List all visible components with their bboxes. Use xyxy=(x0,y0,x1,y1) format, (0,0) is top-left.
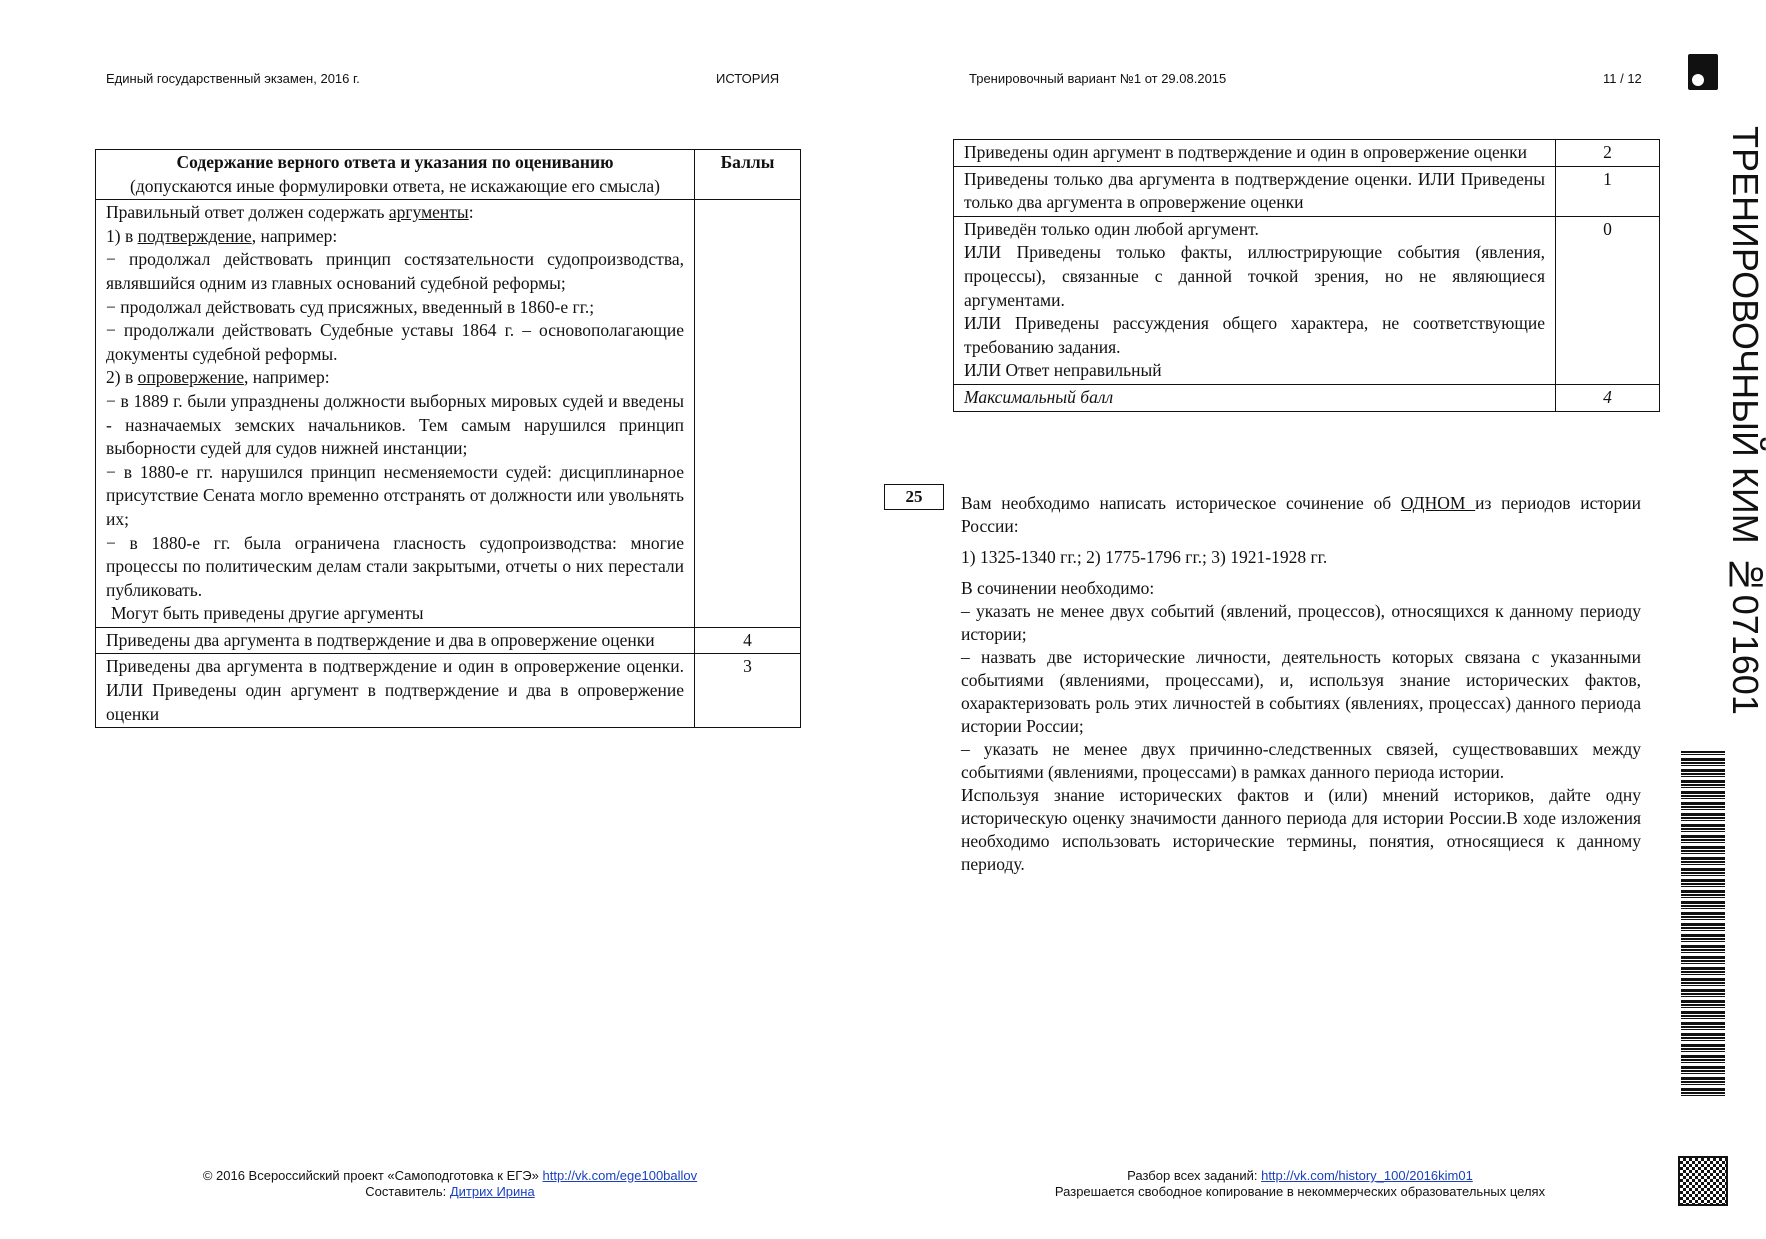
criterion-points: 0 xyxy=(1556,216,1660,384)
footer-copyright: © 2016 Всероссийский проект «Самоподготовка к ЕГЭ» xyxy=(202,1168,539,1183)
criterion-line: ИЛИ Приведены только факты, иллюстрирующие события (явления, процессы), связанные с данной точкой зрения, но не являющиеся аргументами. xyxy=(964,242,1545,310)
answer-content-row xyxy=(96,200,801,628)
answer-points-cell xyxy=(695,200,801,628)
support-heading-num: 1) в xyxy=(106,225,138,246)
task-number: 25 xyxy=(884,484,944,510)
criterion-points: 2 xyxy=(1556,140,1660,167)
list-item: − в 1880-е гг. нарушился принцип несменяемости судей: дисциплинарное присутствие Сената могло временно отстранять от должности или увольнять их; xyxy=(106,461,684,529)
task-requirement: – указать не менее двух событий (явлений, процессов), относящихся к данному периоду истории; xyxy=(961,601,1641,644)
table-row xyxy=(954,166,1660,216)
criterion-text: Приведены только два аргумента в подтверждение оценки. ИЛИ Приведены только два аргумента в опровержение оценки xyxy=(954,166,1556,216)
footer-review-label: Разбор всех заданий: xyxy=(1127,1168,1258,1183)
answer-intro-text: Правильный ответ должен содержать xyxy=(106,202,389,223)
task-text xyxy=(961,492,1641,876)
task-intro-text: Вам необходимо написать историческое сочинение об xyxy=(961,493,1401,513)
refute-heading-end: , например: xyxy=(244,367,330,388)
task-requirements-heading: В сочинении необходимо: xyxy=(961,578,1155,598)
criterion-points: 4 xyxy=(695,627,801,654)
criterion-line: ИЛИ Приведены рассуждения общего характера, не соответствующие требованию задания. xyxy=(964,313,1545,357)
header-points-cell: Баллы xyxy=(695,150,801,200)
criterion-zero-cell xyxy=(954,216,1556,384)
footer-right xyxy=(1010,1168,1590,1200)
list-item: − продолжал действовать принцип состязательности судопроизводства, являвшийся одним из главных оснований судебной реформы; xyxy=(106,249,684,293)
header-subject: ИСТОРИЯ xyxy=(716,71,780,86)
task-requirement: – указать не менее двух причинно-следственных связей, существовавших между событиями (явлениями, процессами) в рамках данного периода истории. xyxy=(961,739,1641,782)
answer-intro-end: : xyxy=(468,202,474,223)
refute-heading-num: 2) в xyxy=(106,367,138,388)
list-item: − в 1880-е гг. была ограничена гласность судопроизводства: многие процессы по политическим делам стали закрытыми, отчеты о них перестали публиковать. xyxy=(106,532,684,600)
list-item: − в 1889 г. были упразднены должности выборных мировых судей и введены - назначаемых земских начальников. Тем самым нарушился принцип выборности судей для судов нижней инстанции; xyxy=(106,390,684,459)
criterion-text: Приведены два аргумента в подтверждение и один в опровержение оценки. ИЛИ Приведены один аргумент в подтверждение и два в опровержение оценки xyxy=(96,654,695,728)
corner-mark-icon xyxy=(1688,54,1718,90)
support-heading-end: , например: xyxy=(251,225,338,246)
task-intro-end: из периодов истории России: xyxy=(961,493,1641,536)
table-row xyxy=(96,627,801,654)
criterion-points: 3 xyxy=(695,654,801,728)
task-intro xyxy=(961,492,1641,538)
criterion-text: Приведены два аргумента в подтверждение и два в опровержение оценки xyxy=(96,627,695,654)
footer-author-label: Составитель: xyxy=(365,1184,447,1199)
header-content-title: Содержание верного ответа и указания по оцениванию xyxy=(176,152,614,172)
task-periods: 1) 1325-1340 гг.; 2) 1775-1796 гг.; 3) 1921-1928 гг. xyxy=(961,547,1328,567)
footer-author-link[interactable]: Дитрих Ирина xyxy=(449,1184,535,1199)
task-intro-keyword: ОДНОМ xyxy=(1400,493,1476,513)
header-content-note: (допускаются иные формулировки ответа, не искажающие его смысла) xyxy=(130,175,660,196)
criterion-points: 1 xyxy=(1556,166,1660,216)
header-exam-title: Единый государственный экзамен, 2016 г. xyxy=(106,71,360,86)
table-row xyxy=(96,654,801,728)
answer-intro-keyword: аргументы xyxy=(388,202,469,223)
list-item: − продолжали действовать Судебные уставы 1864 г. – основополагающие документы судебной реформы. xyxy=(106,320,684,364)
header-variant: Тренировочный вариант №1 от 29.08.2015 xyxy=(969,71,1227,86)
refute-heading-keyword: опровержение xyxy=(137,367,245,388)
header-page-number: 11 / 12 xyxy=(1603,71,1642,86)
max-score-label: Максимальный балл xyxy=(954,384,1556,411)
task-requirement: Используя знание исторических фактов и (или) мнений историков, дайте одну историческую оценку значимости данного периода для истории России.В ходе изложения необходимо использовать исторические термины, понятия, относящиеся к данному периоду. xyxy=(961,785,1641,874)
footer-copyright-link[interactable]: http://vk.com/ege100ballov xyxy=(542,1168,698,1183)
support-heading xyxy=(106,225,684,249)
max-score-row xyxy=(954,384,1660,411)
footer-license: Разрешается свободное копирование в некоммерческих образовательных целях xyxy=(1054,1184,1546,1199)
task-requirement: – назвать две исторические личности, деятельность которых связана с указанными событиями (явлениями, процессами), и, используя знание исторических фактов, охарактеризовать роль этих личностей в событиях (явлениях, процессах) данного периода истории России; xyxy=(961,647,1641,736)
table-row xyxy=(954,216,1660,384)
criterion-line: ИЛИ Ответ неправильный xyxy=(964,360,1162,381)
table-row xyxy=(954,140,1660,167)
answer-content-cell xyxy=(96,200,695,628)
criterion-text: Приведены один аргумент в подтверждение и один в опровержение оценки xyxy=(954,140,1556,167)
qr-code-icon xyxy=(1678,1156,1728,1206)
other-arguments-note: Могут быть приведены другие аргументы xyxy=(111,603,424,624)
grading-table-left xyxy=(95,149,801,728)
header-content-cell xyxy=(96,150,695,200)
side-title: ТРЕНИРОВОЧНЫЙ КИМ №071601 xyxy=(1725,126,1766,715)
table-header-row xyxy=(96,150,801,200)
barcode-icon xyxy=(1681,751,1725,1098)
footer-review-link[interactable]: http://vk.com/history_100/2016kim01 xyxy=(1261,1168,1473,1183)
support-heading-keyword: подтверждение xyxy=(137,225,252,246)
footer-left xyxy=(150,1168,750,1200)
list-item: − продолжал действовать суд присяжных, введенный в 1860-е гг.; xyxy=(106,296,595,317)
max-score-value: 4 xyxy=(1556,384,1660,411)
answer-intro xyxy=(106,201,684,225)
refute-heading xyxy=(106,366,684,390)
criterion-line: Приведён только один любой аргумент. xyxy=(964,218,1259,239)
grading-table-right xyxy=(953,139,1660,412)
